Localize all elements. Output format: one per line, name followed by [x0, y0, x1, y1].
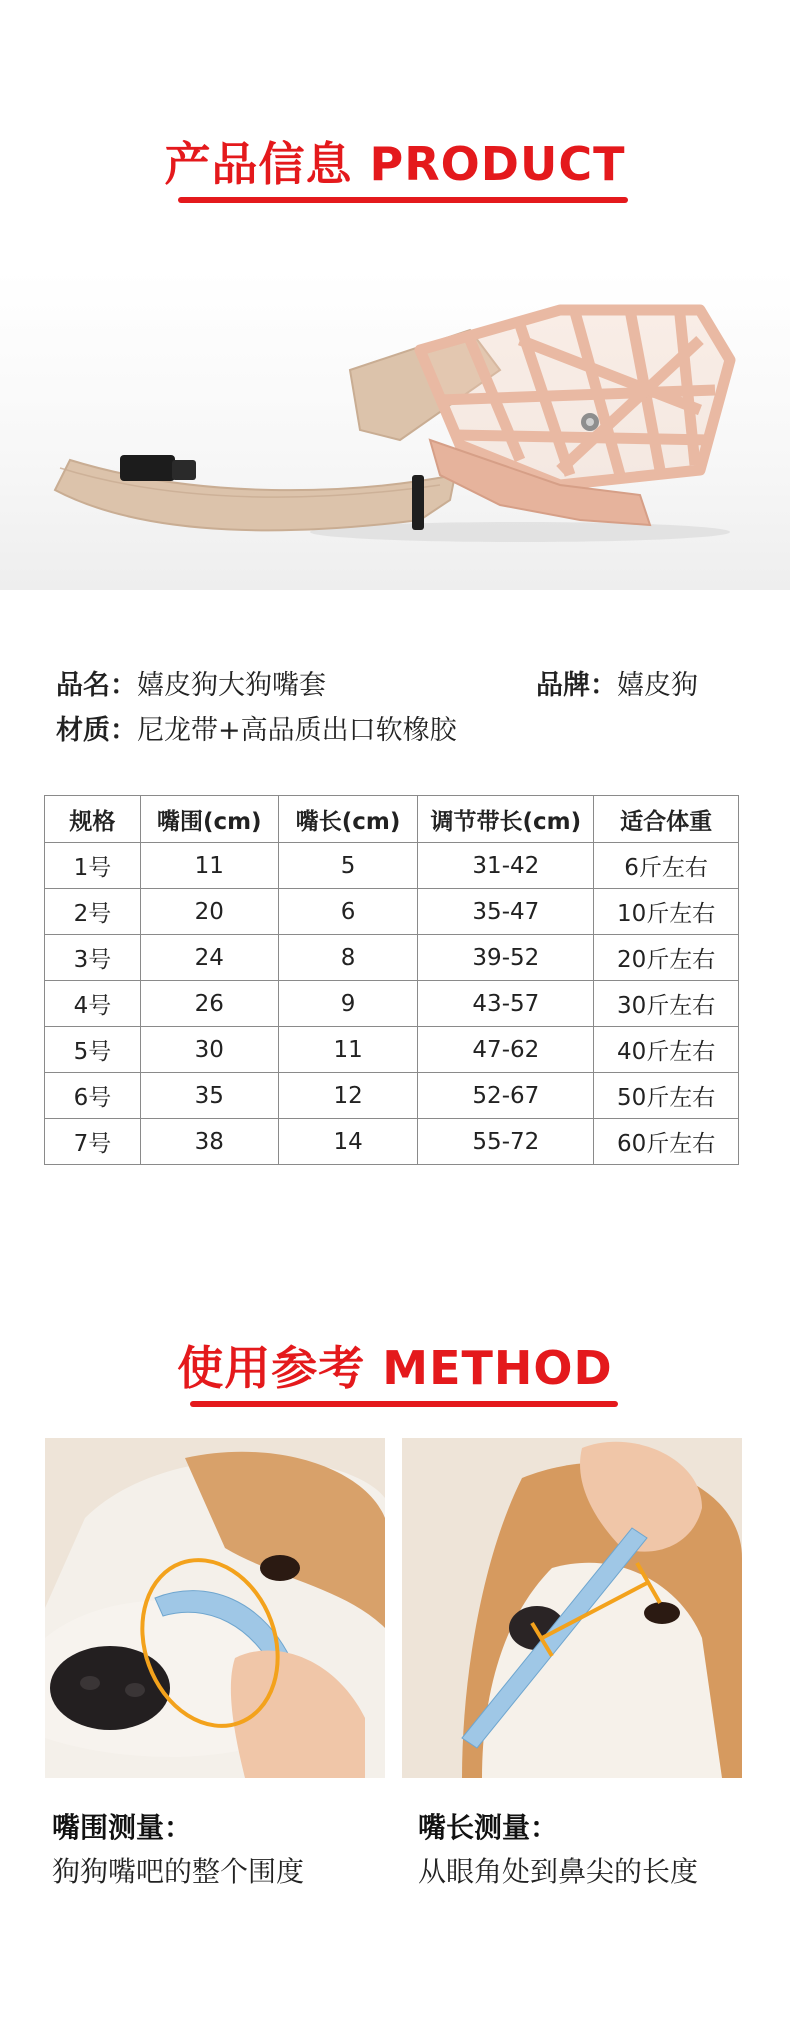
method-section-title: 使用参考 METHOD — [177, 1341, 613, 1395]
table-cell: 4号 — [45, 981, 141, 1027]
table-cell: 8 — [278, 935, 418, 981]
product-name-value: 嬉皮狗大狗嘴套 — [137, 670, 326, 701]
table-row — [45, 1027, 739, 1073]
table-cell: 7号 — [45, 1119, 141, 1165]
table-cell: 11 — [140, 843, 278, 889]
table-row — [45, 843, 739, 889]
product-name-label: 品名： — [56, 670, 137, 701]
table-cell: 10斤左右 — [594, 889, 739, 935]
length-caption-title: 嘴长测量： — [418, 1811, 559, 1844]
table-cell: 5 — [278, 843, 418, 889]
table-header-cell: 嘴长(cm) — [278, 796, 418, 843]
table-cell: 30 — [140, 1027, 278, 1073]
table-cell: 6号 — [45, 1073, 141, 1119]
product-name-line — [56, 663, 326, 702]
table-cell: 6 — [278, 889, 418, 935]
circumference-caption-title: 嘴围测量： — [52, 1811, 193, 1844]
table-cell: 39-52 — [418, 935, 594, 981]
product-title-underline — [178, 197, 628, 203]
table-row — [45, 1119, 739, 1165]
table-cell: 50斤左右 — [594, 1073, 739, 1119]
dog-length-illustration — [402, 1438, 742, 1778]
table-cell: 24 — [140, 935, 278, 981]
table-cell: 35-47 — [418, 889, 594, 935]
table-cell: 11 — [278, 1027, 418, 1073]
table-cell: 30斤左右 — [594, 981, 739, 1027]
table-cell: 43-57 — [418, 981, 594, 1027]
table-cell: 14 — [278, 1119, 418, 1165]
table-cell: 38 — [140, 1119, 278, 1165]
product-photo — [0, 270, 790, 590]
brand-label: 品牌： — [536, 670, 617, 701]
table-cell: 12 — [278, 1073, 418, 1119]
brand-line — [536, 663, 698, 702]
dog-muzzle-illustration — [0, 270, 790, 590]
table-cell: 1号 — [45, 843, 141, 889]
measure-length-photo — [402, 1438, 742, 1778]
product-section-title: 产品信息 PRODUCT — [164, 137, 626, 191]
table-cell: 40斤左右 — [594, 1027, 739, 1073]
size-table — [44, 795, 739, 1165]
table-cell: 55-72 — [418, 1119, 594, 1165]
table-cell: 20 — [140, 889, 278, 935]
table-header-cell: 嘴围(cm) — [140, 796, 278, 843]
dog-circumference-illustration — [45, 1438, 385, 1778]
table-header-cell: 调节带长(cm) — [418, 796, 594, 843]
table-cell: 6斤左右 — [594, 843, 739, 889]
material-label: 材质： — [56, 715, 137, 746]
method-title-underline — [190, 1401, 618, 1407]
table-row — [45, 935, 739, 981]
table-cell: 3号 — [45, 935, 141, 981]
material-line — [56, 708, 457, 747]
table-header-cell: 规格 — [45, 796, 141, 843]
table-cell: 52-67 — [418, 1073, 594, 1119]
table-header-row — [45, 796, 739, 843]
table-cell: 26 — [140, 981, 278, 1027]
table-header-cell: 适合体重 — [594, 796, 739, 843]
measure-circumference-photo — [45, 1438, 385, 1778]
table-row — [45, 981, 739, 1027]
table-cell: 47-62 — [418, 1027, 594, 1073]
table-cell: 20斤左右 — [594, 935, 739, 981]
table-cell: 35 — [140, 1073, 278, 1119]
table-cell: 5号 — [45, 1027, 141, 1073]
table-cell: 9 — [278, 981, 418, 1027]
table-cell: 2号 — [45, 889, 141, 935]
material-value: 尼龙带+高品质出口软橡胶 — [137, 715, 457, 746]
table-row — [45, 1073, 739, 1119]
table-cell: 31-42 — [418, 843, 594, 889]
table-cell: 60斤左右 — [594, 1119, 739, 1165]
length-caption-text: 从眼角处到鼻尖的长度 — [418, 1855, 699, 1888]
table-row — [45, 889, 739, 935]
brand-value: 嬉皮狗 — [617, 670, 698, 701]
circumference-caption-text: 狗狗嘴吧的整个围度 — [52, 1855, 305, 1888]
